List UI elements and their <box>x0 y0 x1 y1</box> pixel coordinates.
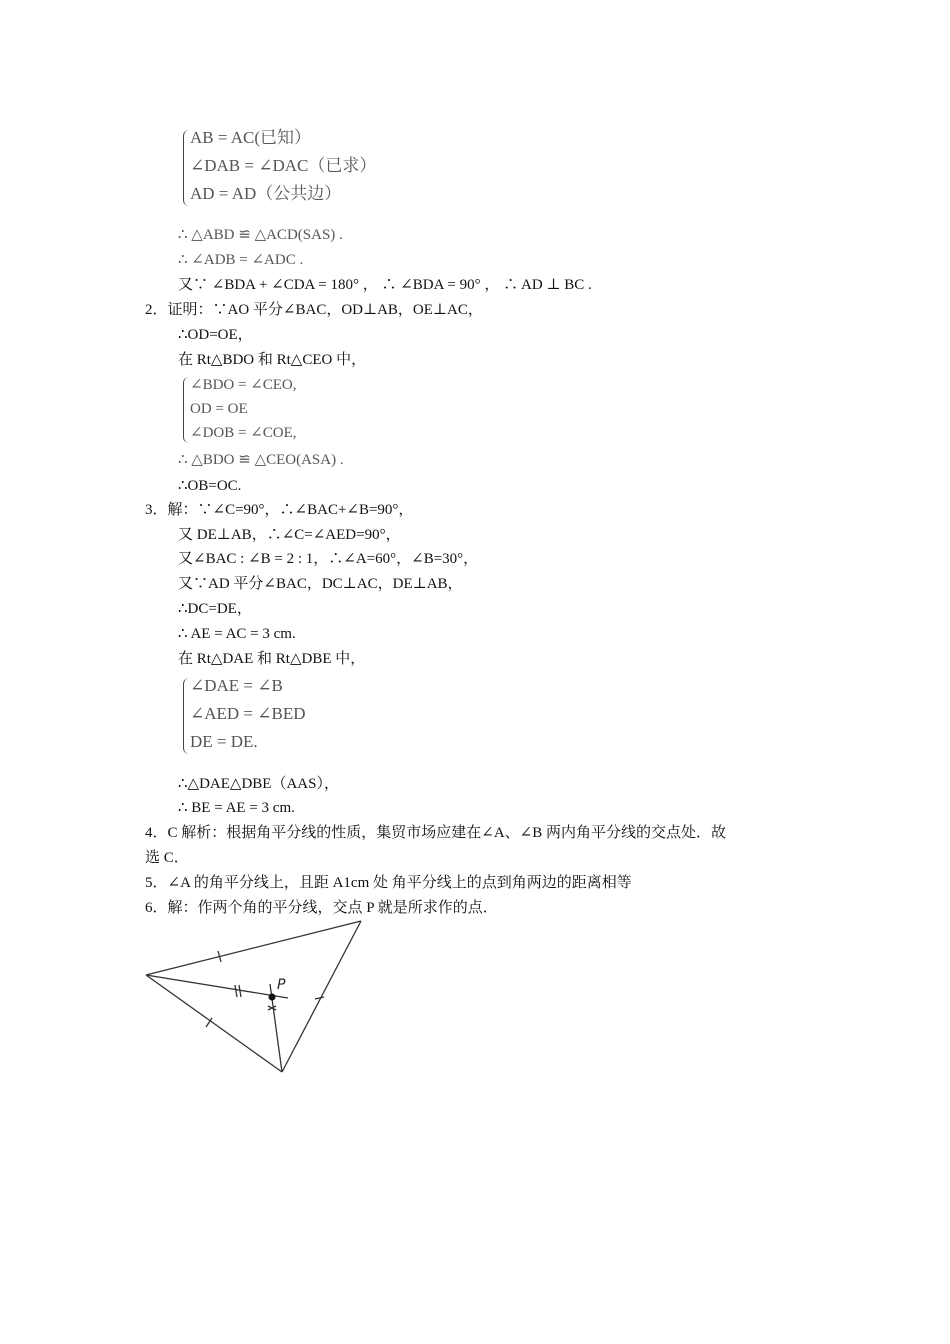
text-line: AD = AD（公共边） <box>190 184 342 203</box>
tick-mark <box>239 985 241 997</box>
text-line: OD = OE <box>190 401 248 417</box>
point-p <box>269 994 276 1001</box>
text-line: 3．解：∵∠C=90°，∴∠BAC+∠B=90°， <box>145 502 414 518</box>
text-line: ∴△DAE△DBE（AAS）， <box>178 776 339 792</box>
text-line: ∠DOB = ∠COE, <box>190 425 297 441</box>
text-line: ∠AED = ∠BED <box>190 704 306 723</box>
text-line: ∴ ∠ADB = ∠ADC . <box>178 252 304 268</box>
text-line: DE = DE. <box>190 732 258 751</box>
triangle-side <box>146 975 282 1072</box>
text-line: 6．解：作两个角的平分线，交点 P 就是所求作的点． <box>145 900 498 916</box>
text-line: ∠DAB = ∠DAC（已求） <box>190 156 377 175</box>
text-line: 又∵AD 平分∠BAC，DC⊥AC，DE⊥AB， <box>178 576 463 592</box>
tick-mark <box>315 997 324 999</box>
text-line: AB = AC(已知） <box>190 128 312 147</box>
text-line: 2．证明：∵AO 平分∠BAC，OD⊥AB，OE⊥AC， <box>145 302 483 318</box>
text-line: ∴ △ABD ≌ △ACD(SAS) . <box>178 227 343 243</box>
text-line: 又∠BAC : ∠B = 2 : 1，∴∠A=60°，∠B=30°， <box>178 551 479 567</box>
text-line: ∴OB=OC. <box>178 478 242 494</box>
angle-bisector <box>146 975 288 998</box>
text-line: ∠DAE = ∠B <box>190 676 283 695</box>
text-line: ∴OD=OE， <box>178 327 253 343</box>
text-line: 选 C． <box>145 850 189 866</box>
text-line: 在 Rt△BDO 和 Rt△CEO 中， <box>178 352 367 368</box>
text-line: ∴ △BDO ≌ △CEO(ASA) . <box>178 452 344 468</box>
text-line: 5．∠A 的角平分线上，且距 A1cm 处 角平分线上的点到角两边的距离相等 <box>145 875 632 891</box>
text-line: ∴ BE = AE = 3 cm. <box>178 800 295 816</box>
text-line: 在 Rt△DAE 和 Rt△DBE 中， <box>178 651 366 667</box>
text-line: ∠BDO = ∠CEO, <box>190 377 297 393</box>
tick-mark <box>235 985 237 997</box>
point-p-label: P <box>277 977 286 993</box>
triangle-side <box>282 921 361 1072</box>
triangle-side <box>146 921 361 975</box>
text-line: 又∵ ∠BDA + ∠CDA = 180° ， ∴ ∠BDA = 90° ， ∴ AD ⊥ BC . <box>178 277 592 293</box>
text-line: ∴DC=DE， <box>178 601 252 617</box>
text-line: ∴ AE = AC = 3 cm. <box>178 626 296 642</box>
text-line: 4．C 解析：根据角平分线的性质，集贸市场应建在∠A、∠B 两内角平分线的交点处．故 <box>145 825 726 841</box>
text-line: 又 DE⊥AB，∴∠C=∠AED=90°， <box>178 527 401 543</box>
